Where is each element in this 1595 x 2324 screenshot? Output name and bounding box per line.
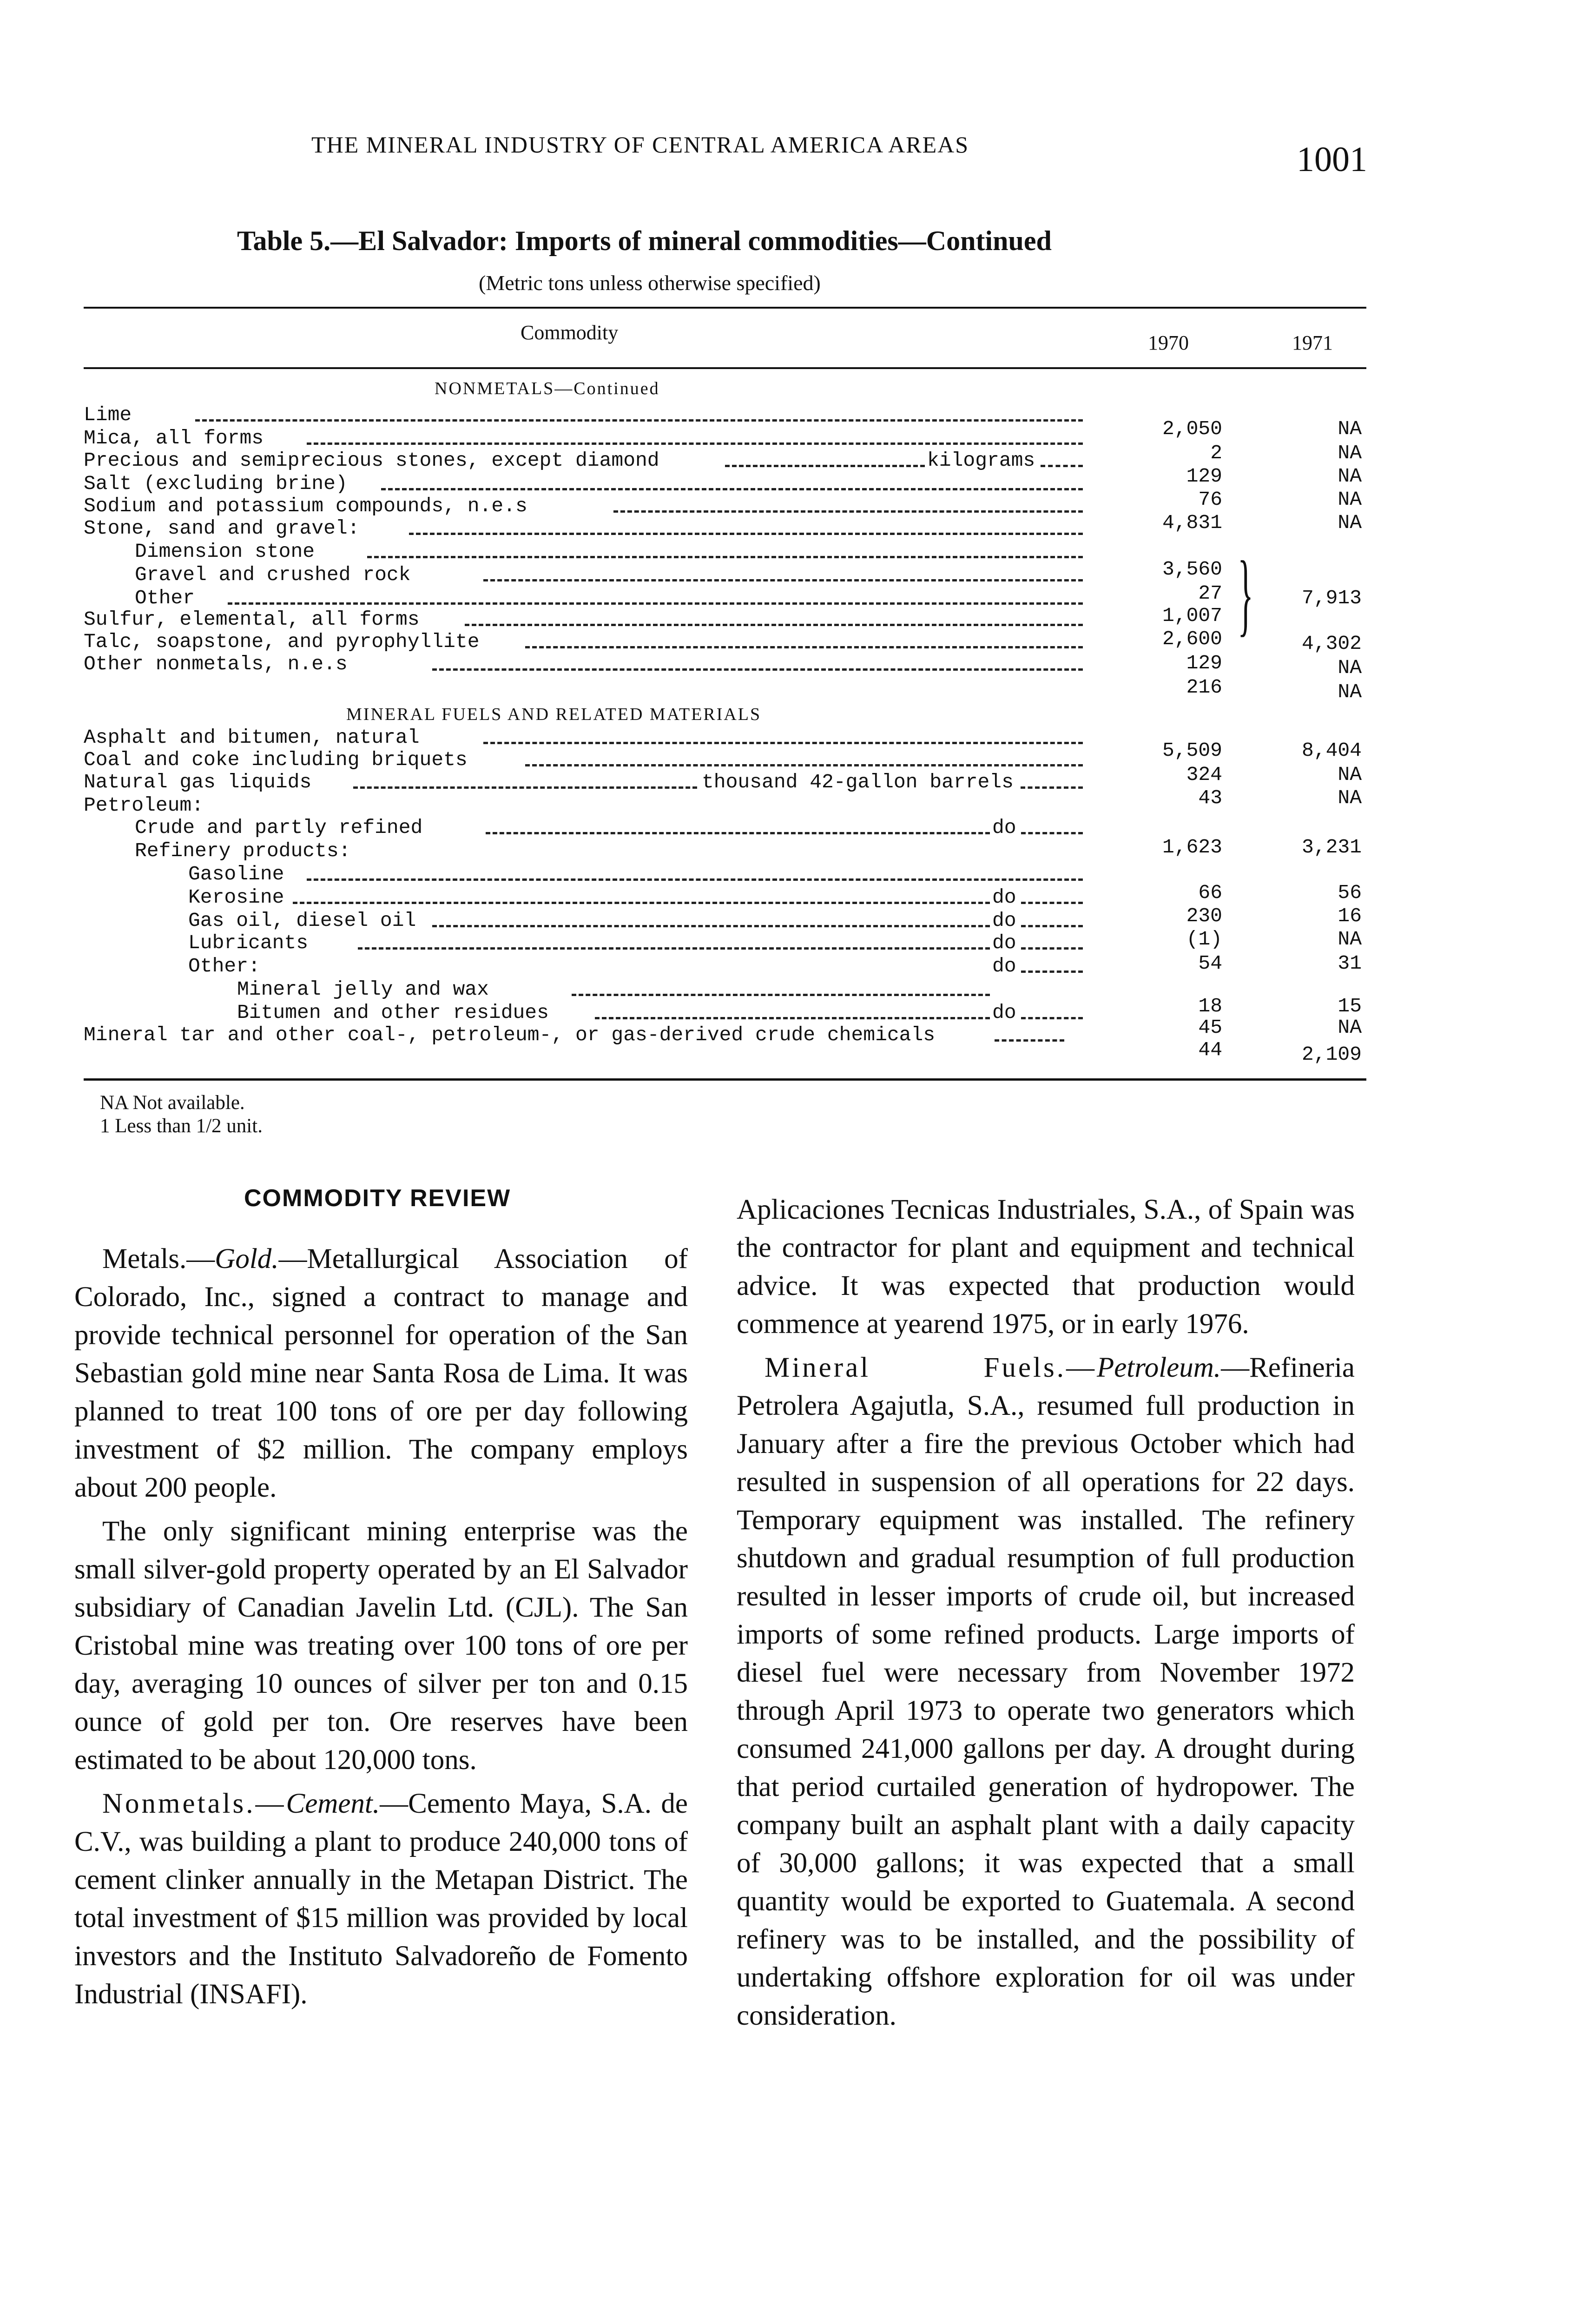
value-1970: 27 [1198, 582, 1222, 605]
commodity-review-heading: COMMODITY REVIEW [244, 1185, 511, 1212]
row-label: Gasoline [188, 863, 284, 885]
table-row [84, 1023, 1088, 1047]
table-title: Table 5.—El Salvador: Imports of mineral commodities—Continued [237, 225, 1052, 256]
value-1970: 5,509 [1162, 739, 1222, 762]
value-1970: 2,600 [1162, 627, 1222, 650]
table-row [135, 587, 1088, 610]
row-label: Other nonmetals, n.e.s [84, 653, 348, 675]
value-1970: 230 [1186, 905, 1222, 927]
text-contractor: Aplicaciones Tecnicas Industriales, S.A., of Spain was the contractor for plant and equipment and technical advice. It was expected that production would commence at yearend 1975, or in early 1976. [737, 1194, 1355, 1340]
runin-metals: Metals.— [102, 1243, 215, 1274]
table-row [237, 1001, 1088, 1024]
value-1970: 1,007 [1162, 604, 1222, 627]
row-label: Talc, soapstone, and pyrophyllite [84, 630, 480, 653]
value-1970: 216 [1186, 676, 1222, 699]
table-row [135, 839, 1088, 863]
dot-leader [465, 624, 1083, 626]
value-1971: NA [1338, 928, 1362, 951]
table-row [84, 427, 1088, 450]
row-unit: do [992, 931, 1016, 954]
row-label: Salt (excluding brine) [84, 472, 348, 495]
table-row [84, 472, 1088, 495]
value-1970: 2,050 [1162, 417, 1222, 440]
dot-leader-tail [1021, 1017, 1083, 1019]
table-row [135, 540, 1088, 563]
row-label: Mica, all forms [84, 427, 264, 449]
dot-leader [572, 994, 990, 996]
row-unit: kilograms [927, 449, 1035, 472]
table-row [84, 608, 1088, 631]
row-label: Dimension stone [135, 540, 315, 563]
value-1970: 18 [1198, 995, 1222, 1017]
paragraph-gold [74, 1240, 688, 1507]
header-1970: 1970 [1148, 331, 1189, 354]
row-unit: do [992, 1001, 1016, 1024]
row-label: Sodium and potassium compounds, n.e.s [84, 495, 527, 517]
section-nonmetals: NONMETALS—Continued [435, 379, 660, 398]
brace-bracket: } [1238, 542, 1253, 645]
dot-leader-tail [1021, 925, 1083, 927]
value-1970: 43 [1198, 786, 1222, 809]
row-label: Mineral tar and other coal-, petroleum-, or gas-derived crude chemicals [84, 1023, 936, 1046]
row-label: Stone, sand and gravel: [84, 517, 360, 540]
paragraph-petroleum [737, 1349, 1355, 2035]
dot-leader [381, 488, 1083, 490]
dot-leader [432, 925, 990, 927]
runin-mineral-fuels: Mineral Fuels.— [765, 1352, 1097, 1383]
row-unit: do [992, 955, 1016, 977]
value-1971: NA [1338, 680, 1362, 703]
row-label: Lime [84, 403, 132, 426]
header-rule [84, 367, 1366, 369]
row-label: Gas oil, diesel oil [188, 909, 416, 932]
dot-leader [293, 902, 990, 904]
value-1971: NA [1338, 511, 1362, 534]
table-row [135, 816, 1088, 839]
value-1970: 2 [1210, 442, 1222, 464]
value-1970: 44 [1198, 1038, 1222, 1061]
value-1970: 324 [1186, 763, 1222, 786]
value-1971: 15 [1338, 995, 1362, 1017]
value-1971: 31 [1338, 952, 1362, 975]
table-row [84, 794, 1088, 817]
dot-leader [358, 947, 990, 950]
table-row [84, 630, 1088, 654]
table-row [84, 653, 1088, 676]
value-1970: 129 [1186, 465, 1222, 488]
value-1970: 66 [1198, 881, 1222, 904]
table-row [188, 863, 1088, 886]
dot-leader-tail [1021, 786, 1083, 789]
dot-leader [367, 556, 1083, 558]
dot-leader-tail [1041, 465, 1083, 467]
table-row [84, 449, 1088, 472]
value-1971: NA [1338, 442, 1362, 464]
dot-leader [595, 1017, 990, 1019]
value-1971: 7,913 [1301, 587, 1362, 609]
value-1971: NA [1338, 763, 1362, 786]
runin-nonmetals: Nonmetals.— [102, 1788, 286, 1819]
dot-leader [995, 1039, 1064, 1042]
subhead-gold: Gold. [215, 1243, 279, 1274]
value-1970: 54 [1198, 952, 1222, 975]
header-1971: 1971 [1292, 331, 1333, 354]
table-subtitle: (Metric tons unless otherwise specified) [479, 271, 821, 295]
dot-leader [486, 832, 990, 834]
value-1970: 3,560 [1162, 558, 1222, 581]
dot-leader [525, 646, 1083, 648]
table-row [135, 563, 1088, 587]
paragraph-mining-enterprise [74, 1512, 688, 1779]
table-row [84, 771, 1088, 794]
row-label: Asphalt and bitumen, natural [84, 726, 420, 749]
dot-leader-tail [1021, 832, 1083, 834]
subhead-cement: Cement. [286, 1788, 380, 1819]
value-1971: 2,109 [1301, 1043, 1362, 1066]
row-label: Lubricants [188, 931, 309, 954]
row-unit: do [992, 816, 1016, 839]
value-1971: NA [1338, 656, 1362, 679]
text-mining-enterprise: The only significant mining enterprise was the small silver-gold property operated by an El Salvador subsidiary of Canadian Javelin Ltd. (CJL). The San Cristobal mine was treating over 100 tons of ore per day, averaging 10 ounces of silver per ton and 0.15 ounce of gold per ton. Ore reserves have been estimated to be about 120,000 tons. [74, 1516, 688, 1776]
footnote-1: 1 Less than 1/2 unit. [100, 1115, 263, 1137]
table-row [188, 886, 1088, 909]
table-row [84, 726, 1088, 749]
table-top-rule [84, 307, 1366, 309]
left-column [74, 1240, 688, 2014]
dot-leader [483, 579, 1083, 581]
row-label: Kerosine [188, 886, 284, 909]
footnote-na: NA Not available. [100, 1092, 245, 1114]
dot-leader-tail [1021, 971, 1083, 973]
row-label: Other [135, 587, 195, 609]
value-1970: 76 [1198, 488, 1222, 511]
row-label: Coal and coke including briquets [84, 748, 468, 771]
row-label: Crude and partly refined [135, 816, 423, 839]
running-head: THE MINERAL INDUSTRY OF CENTRAL AMERICA AREAS [311, 132, 969, 158]
value-1970: 1,623 [1162, 836, 1222, 858]
dot-leader [307, 442, 1083, 445]
value-1971: 56 [1338, 881, 1362, 904]
dot-leader [725, 465, 925, 467]
table-row [188, 955, 1088, 978]
row-label: Natural gas liquids [84, 771, 312, 793]
dot-leader [483, 742, 1083, 744]
value-1970: 4,831 [1162, 511, 1222, 534]
table-bottom-rule [84, 1078, 1366, 1081]
value-1971: NA [1338, 488, 1362, 511]
table-row [237, 978, 1088, 1001]
row-unit: do [992, 909, 1016, 932]
value-1971: 4,302 [1301, 632, 1362, 655]
value-1970: (1) [1186, 928, 1222, 951]
row-label: Sulfur, elemental, all forms [84, 608, 420, 631]
page-number: 1001 [1297, 140, 1367, 179]
table-row [188, 909, 1088, 932]
table-row [84, 748, 1088, 772]
value-1971: 16 [1338, 905, 1362, 927]
right-column [737, 1191, 1355, 2035]
value-1971: NA [1338, 1016, 1362, 1039]
value-1971: NA [1338, 786, 1362, 809]
dot-leader-tail [1021, 947, 1083, 950]
value-1971: 3,231 [1301, 836, 1362, 858]
dot-leader [353, 786, 697, 789]
value-1971: NA [1338, 465, 1362, 488]
dot-leader [195, 419, 1083, 422]
text-cement: —Cemento Maya, S.A. de C.V., was building a plant to produce 240,000 tons of cement clinker annually in the Metapan District. The total investment of $15 million was provided by local investors and the Instituto Salvadoreño de Fomento Industrial (INSAFI). [74, 1788, 688, 2010]
dot-leader [228, 602, 1083, 605]
paragraph-contractor [737, 1191, 1355, 1343]
row-label: Other: [188, 955, 260, 977]
row-label: Precious and semiprecious stones, except diamond [84, 449, 659, 472]
dot-leader [432, 668, 1083, 671]
value-1971: NA [1338, 417, 1362, 440]
dot-leader [307, 878, 1083, 881]
row-label: Refinery products: [135, 839, 351, 862]
paragraph-cement [74, 1785, 688, 2014]
table-row [84, 517, 1088, 540]
row-unit: do [992, 886, 1016, 909]
row-label: Gravel and crushed rock [135, 563, 411, 586]
subhead-petroleum: Petroleum. [1096, 1352, 1221, 1383]
row-label: Petroleum: [84, 794, 204, 817]
value-1971: 8,404 [1301, 739, 1362, 762]
header-commodity: Commodity [521, 321, 619, 344]
value-1970: 45 [1198, 1016, 1222, 1039]
dot-leader [613, 510, 1083, 513]
dot-leader [525, 764, 1083, 766]
dot-leader-tail [1021, 902, 1083, 904]
text-petroleum: —Refineria Petrolera Agajutla, S.A., resumed full production in January after a fire the previous October which had resulted in suspension of all operations for 22 days. Temporary equipment was installed. The refinery shutdown and gradual resumption of full production resulted in lesser imports of crude oil, but increased imports of some refined products. Large imports of diesel fuel were necessary from November 1972 through April 1973 to operate two generators which consumed 241,000 gallons per day. A drought during that period curtailed generation of hydropower. The company built an asphalt plant with a daily capacity of 30,000 gallons; it was expected that a small quantity would be exported to Guatemala. A second refinery was to be installed, and the possibility of undertaking offshore exploration for oil was under consideration. [737, 1352, 1355, 2031]
table-row [84, 403, 1088, 427]
text-gold: —Metallurgical Association of Colorado, Inc., signed a contract to manage and provide technical personnel for operation of the San Sebastian gold mine near Santa Rosa de Lima. It was planned to treat 100 tons of ore per day following investment of $2 million. The company employs about 200 people. [74, 1243, 688, 1503]
section-fuels: MINERAL FUELS AND RELATED MATERIALS [346, 705, 762, 724]
row-unit: thousand 42-gallon barrels [702, 771, 1014, 793]
value-1970: 129 [1186, 652, 1222, 674]
dot-leader [409, 533, 1083, 535]
table-row [84, 495, 1088, 518]
table-row [188, 931, 1088, 955]
row-label: Bitumen and other residues [237, 1001, 549, 1024]
row-label: Mineral jelly and wax [237, 978, 489, 1001]
